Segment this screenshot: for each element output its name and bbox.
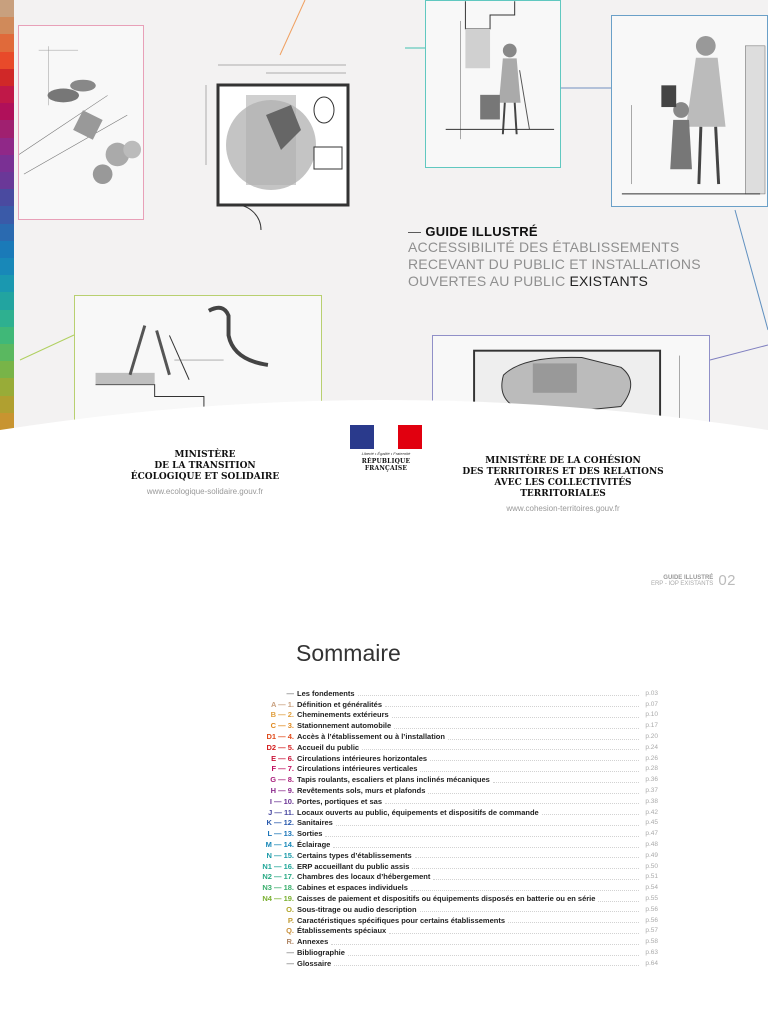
toc-entry-code: N4 — 19. xyxy=(262,894,294,904)
toc-entry-code: O. xyxy=(286,904,294,914)
flag-band xyxy=(398,425,422,449)
toc-entry-code: P. xyxy=(287,915,294,925)
toc-entry-title: Éclairage xyxy=(297,840,331,850)
toc-entry[interactable] xyxy=(240,915,658,926)
toc-entry-page: p.28 xyxy=(645,765,658,773)
toc-entry-code: H — 9. xyxy=(270,786,294,796)
toc-entry-page: p.42 xyxy=(645,808,658,816)
toc-entry[interactable] xyxy=(240,774,658,785)
toc-entry-page: p.51 xyxy=(645,873,658,881)
ministry-left xyxy=(130,450,280,497)
toc-entry-code: D2 — 5. xyxy=(266,742,294,752)
intercom-illustration xyxy=(611,15,768,207)
toc-dot-leader xyxy=(420,906,639,912)
runner-line-2: ERP - IOP EXISTANTS xyxy=(650,580,714,587)
toc-dot-leader xyxy=(389,928,639,934)
toc-entry-page: p.49 xyxy=(645,851,658,859)
flag-band xyxy=(350,425,374,449)
toc-entry-title: Définition et généralités xyxy=(297,699,383,709)
toc-dot-leader xyxy=(336,820,639,826)
page-number: 02 xyxy=(718,572,736,589)
toc-entry-page: p.47 xyxy=(645,830,658,838)
toc-entry-title: Sorties xyxy=(297,829,323,839)
toc-dot-leader xyxy=(420,766,639,772)
toc-entry-title: Locaux ouverts au public, équipements et dispositifs de commande xyxy=(297,807,539,817)
toc-entry-page: p.20 xyxy=(645,733,658,741)
subtitle-line-1: ACCESSIBILITÉ DES ÉTABLISSEMENTS xyxy=(408,239,680,255)
toc-entry-code: B — 2. xyxy=(270,710,294,720)
ministry-right-name: MINISTÈRE DE LA COHÉSION DES TERRITOIRES ET DES RELATIONS AVEC LES COLLECTIVITÉS TERRITORIALES xyxy=(462,456,664,499)
toc-entry-title: Établissements spéciaux xyxy=(297,926,387,936)
toc-entry[interactable] xyxy=(240,882,658,893)
republic-motto: Liberté • Égalité • Fraternité xyxy=(361,451,411,456)
toc-entry-page: p.03 xyxy=(645,689,658,697)
ministry-right xyxy=(458,456,668,514)
toc-entry[interactable] xyxy=(240,731,658,742)
toc-entry-page: p.17 xyxy=(645,722,658,730)
toc-entry-title: Revêtements sols, murs et plafonds xyxy=(297,786,426,796)
toc-dot-leader xyxy=(411,885,639,891)
toc-entry-title: Les fondements xyxy=(297,688,355,698)
bathroom-plan-illustration xyxy=(196,55,358,233)
toc-entry-title: Certains types d’établissements xyxy=(297,850,412,860)
toc-dot-leader xyxy=(428,788,639,794)
toc-entry-code: A — 1. xyxy=(270,699,294,709)
toc-entry-page: p.36 xyxy=(645,776,658,784)
toc-entry-code: J — 11. xyxy=(268,807,294,817)
ministry-left-name: MINISTÈRE DE LA TRANSITION ÉCOLOGIQUE ET SOLIDAIRE xyxy=(130,450,280,482)
toc-dot-leader xyxy=(333,842,639,848)
toc-entry-page: p.55 xyxy=(645,895,658,903)
toc-entry-page: p.56 xyxy=(645,916,658,924)
subtitle-line-3-bold: EXISTANTS xyxy=(569,273,649,289)
toc-dot-leader xyxy=(598,896,639,902)
toc-entry-title: Cabines et espaces individuels xyxy=(297,883,408,893)
title-main-text: GUIDE ILLUSTRÉ xyxy=(425,224,538,239)
toc-entry-title: Circulations intérieures horizontales xyxy=(297,753,428,763)
toc-entry[interactable] xyxy=(240,688,658,699)
toc-entry[interactable] xyxy=(240,861,658,872)
toc-entry-code: D1 — 4. xyxy=(266,732,294,742)
toc-entry-code: — xyxy=(286,948,294,958)
toc-dot-leader xyxy=(412,863,639,869)
subtitle-line-2: RECEVANT DU PUBLIC ET INSTALLATIONS xyxy=(408,256,701,272)
toc-entry-page: p.10 xyxy=(645,711,658,719)
toc-entry-title: Cheminements extérieurs xyxy=(297,710,389,720)
toc-entry-title: Tapis roulants, escaliers et plans inclinés mécaniques xyxy=(297,775,490,785)
toc-dot-leader xyxy=(358,690,639,696)
toc-entry[interactable] xyxy=(240,958,658,969)
toc-entry-page: p.58 xyxy=(645,938,658,946)
toc-entry-title: Sanitaires xyxy=(297,818,333,828)
toc-entry-code: — xyxy=(286,688,294,698)
toc-entry[interactable] xyxy=(240,818,658,829)
cover-title-block xyxy=(408,224,748,290)
toc-entry-page: p.54 xyxy=(645,884,658,892)
toc-entry[interactable] xyxy=(240,710,658,721)
republique-francaise-logo xyxy=(350,425,422,472)
toc-entry-title: Annexes xyxy=(297,937,329,947)
toc-entry-title: Circulations intérieures verticales xyxy=(297,764,418,774)
toc-entry-page: p.50 xyxy=(645,862,658,870)
toc-entry-code: E — 6. xyxy=(271,753,294,763)
toc-entry-page: p.63 xyxy=(645,949,658,957)
toc-dot-leader xyxy=(334,960,639,966)
toc-entry-page: p.45 xyxy=(645,819,658,827)
toc-entry-title: Portes, portiques et sas xyxy=(297,796,383,806)
ministry-right-url[interactable]: www.cohesion-territoires.gouv.fr xyxy=(506,504,620,513)
stairs-woman-illustration xyxy=(425,0,561,168)
subtitle-line-3 xyxy=(408,273,748,290)
tricolor-flag xyxy=(350,425,422,449)
toc-entry-page: p.24 xyxy=(645,743,658,751)
toc-dot-leader xyxy=(325,831,639,837)
toc-entry-code: F — 7. xyxy=(271,764,294,774)
toc-entry-title: Caractéristiques spécifiques pour certains établissements xyxy=(297,915,505,925)
toc-entry-title: Chambres des locaux d’hébergement xyxy=(297,872,431,882)
runner-text xyxy=(651,575,713,587)
toc-entry-title: Glossaire xyxy=(297,958,332,968)
subtitle-line-3-plain: OUVERTES AU PUBLIC xyxy=(408,273,566,289)
toc-entry-code: N — 15. xyxy=(266,850,294,860)
toc-entry[interactable] xyxy=(240,785,658,796)
toc-entry-code: N1 — 16. xyxy=(262,861,294,871)
toc-entry-code: I — 10. xyxy=(269,796,294,806)
table-of-contents xyxy=(240,688,658,969)
toc-entry-title: Stationnement automobile xyxy=(297,721,392,731)
ministry-left-url[interactable]: www.ecologique-solidaire.gouv.fr xyxy=(146,487,264,496)
parking-illustration xyxy=(18,25,144,220)
toc-dot-leader xyxy=(385,798,639,804)
toc-entry[interactable] xyxy=(240,936,658,947)
toc-entry-page: p.26 xyxy=(645,754,658,762)
toc-entry[interactable] xyxy=(240,893,658,904)
toc-entry[interactable] xyxy=(240,720,658,731)
toc-dot-leader xyxy=(508,917,639,923)
toc-entry-title: Bibliographie xyxy=(297,948,345,958)
toc-dot-leader xyxy=(385,701,639,707)
toc-dot-leader xyxy=(433,874,639,880)
toc-dot-leader xyxy=(448,734,639,740)
toc-entry[interactable] xyxy=(240,742,658,753)
toc-entry-code: L — 13. xyxy=(267,829,294,839)
toc-entry-page: p.07 xyxy=(645,700,658,708)
toc-entry-code: — xyxy=(286,958,294,968)
toc-entry[interactable] xyxy=(240,764,658,775)
toc-entry[interactable] xyxy=(240,753,658,764)
cover-title xyxy=(408,224,748,239)
toc-entry-code: C — 3. xyxy=(270,721,294,731)
toc-entry-page: p.56 xyxy=(645,905,658,913)
toc-entry-page: p.38 xyxy=(645,797,658,805)
toc-entry-code: N3 — 18. xyxy=(262,883,294,893)
toc-entry[interactable] xyxy=(240,839,658,850)
toc-entry-page: p.37 xyxy=(645,787,658,795)
toc-dot-leader xyxy=(493,777,639,783)
toc-entry-code: R. xyxy=(286,937,294,947)
toc-entry[interactable] xyxy=(240,807,658,818)
toc-dot-leader xyxy=(362,744,639,750)
toc-entry-title: Caisses de paiement et dispositifs ou équipements disposés en batterie ou en série xyxy=(297,894,596,904)
toc-dot-leader xyxy=(542,809,639,815)
toc-entry[interactable] xyxy=(240,926,658,937)
toc-entry[interactable] xyxy=(240,872,658,883)
toc-dot-leader xyxy=(415,852,639,858)
contents-title: Sommaire xyxy=(296,640,401,666)
toc-entry-page: p.48 xyxy=(645,841,658,849)
toc-entry[interactable] xyxy=(240,904,658,915)
toc-entry[interactable] xyxy=(240,796,658,807)
toc-entry-code: K — 12. xyxy=(266,818,294,828)
toc-entry-page: p.64 xyxy=(645,959,658,967)
toc-dot-leader xyxy=(348,950,639,956)
republic-name: RÉPUBLIQUE FRANÇAISE xyxy=(361,458,411,472)
toc-dot-leader xyxy=(392,712,639,718)
toc-dot-leader xyxy=(430,755,639,761)
toc-entry-title: Accueil du public xyxy=(297,742,360,752)
toc-entry-page: p.57 xyxy=(645,927,658,935)
contents-page xyxy=(0,560,768,1024)
runner-line-1: GUIDE ILLUSTRÉ xyxy=(663,574,714,581)
title-dash: — xyxy=(408,224,422,239)
cover-subtitle xyxy=(408,239,748,290)
toc-entry[interactable] xyxy=(240,850,658,861)
toc-entry-code: M — 14. xyxy=(265,840,294,850)
toc-entry[interactable] xyxy=(240,699,658,710)
toc-entry-title: Sous-titrage ou audio description xyxy=(297,904,417,914)
flag-band xyxy=(374,425,398,449)
toc-entry-title: ERP accueillant du public assis xyxy=(297,861,410,871)
toc-entry[interactable] xyxy=(240,828,658,839)
page-runner xyxy=(651,572,736,589)
toc-entry-title: Accès à l’établissement ou à l’installation xyxy=(297,732,445,742)
toc-dot-leader xyxy=(394,723,639,729)
toc-entry-code: G — 8. xyxy=(270,775,294,785)
toc-entry-code: N2 — 17. xyxy=(262,872,294,882)
toc-dot-leader xyxy=(331,939,639,945)
toc-entry[interactable] xyxy=(240,947,658,958)
toc-entry-code: Q. xyxy=(286,926,294,936)
